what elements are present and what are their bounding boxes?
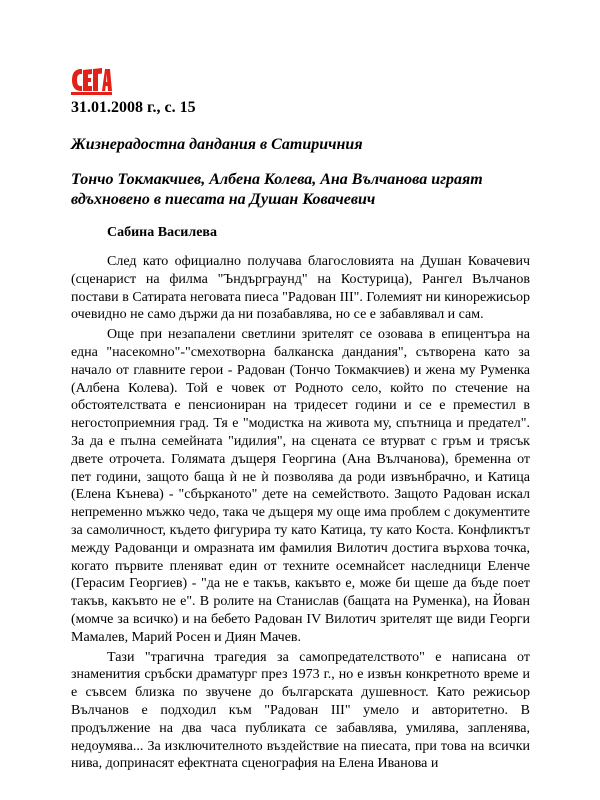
article-body xyxy=(71,253,530,775)
article-subheadline: Тончо Токмакчиев, Албена Колева, Ана Вълчанова играят вдъхновено в пиесата на Душан Ковачевич xyxy=(71,171,483,208)
publication-date-line: 31.01.2008 г., с. 15 xyxy=(71,99,196,116)
sega-logo xyxy=(71,64,112,96)
article-paragraph: Още при незапалени светлини зрителят се озовава в епицентъра на една "насекомно"-"смехотворна балканска дандания", сътворена като за начало от главните герои - Радован (Тончо Токмакчиев) и жена му Руменка (Албена Колева). Той е човек от Родното село, който по стечение на обстоятелствата е пенсиониран на тридесет години и се е преместил в негостоприемния град. Тя е "модистка на живота му, спътница и предател". За да е пълна семейната "идилия", на сцената се втурват с гръм и трясък двете отрочета. Голямата дъщеря Георгина (Ана Вълчанова), бременна от пет години, защото баща ѝ не ѝ позволява да роди извънбрачно, и Катица (Елена Кънева) - "сбърканото" дете на семейството. Защото Радован искал непременно мъжко чедо, така че дъщеря му още има проблем с документите за самоличност, където фигурира ту като Катица, ту като Коста. Конфликтът между Радованци и омразната им фамилия Вилотич достига върхова точка, когато първите пленяват един от техните осемнайсет наследници Еленче (Герасим Георгиев) - "да не е такъв, какъвто е, може би щеше да бъде поет такъв, какъвто не е". В ролите на Станислав (бащата на Руменка), на Йован (момче за всичко) и на бебето Радован IV Вилотич зрителят ще види Георги Мамалев, Марий Росен и Диян Мачев. xyxy=(71,327,530,645)
article-paragraph: След като официално получава благословията на Душан Ковачевич (сценарист на филма "Ъндърграунд" на Костурица), Рангел Вълчанов постави в Сатирата неговата пиеса "Радован III". Големият ни кинорежисьор очевидно не само държи да ни позабавлява, но се е забавлявал и сам. xyxy=(71,254,530,323)
article-paragraph: Тази "трагична трагедия за самопредателството" е написана от знаменития сръбски драматург през 1973 г., но е извън конкретното време и е съвсем близка по звучене до българската душевност. Като режисьор Вълчанов е подходил към "Радован III" умело и авторитетно. В продължение на два часа публиката се забавлява, умилява, запленява, недоумява... За изключителното въздействие на пиесата, при това на всички нива, допринасят ефектната сценография на Елена Иванова и xyxy=(71,649,530,772)
sega-logo-image xyxy=(71,64,112,96)
article-headline: Жизнерадостна дандания в Сатиричния xyxy=(71,136,363,153)
article-author: Сабина Василева xyxy=(107,225,217,240)
